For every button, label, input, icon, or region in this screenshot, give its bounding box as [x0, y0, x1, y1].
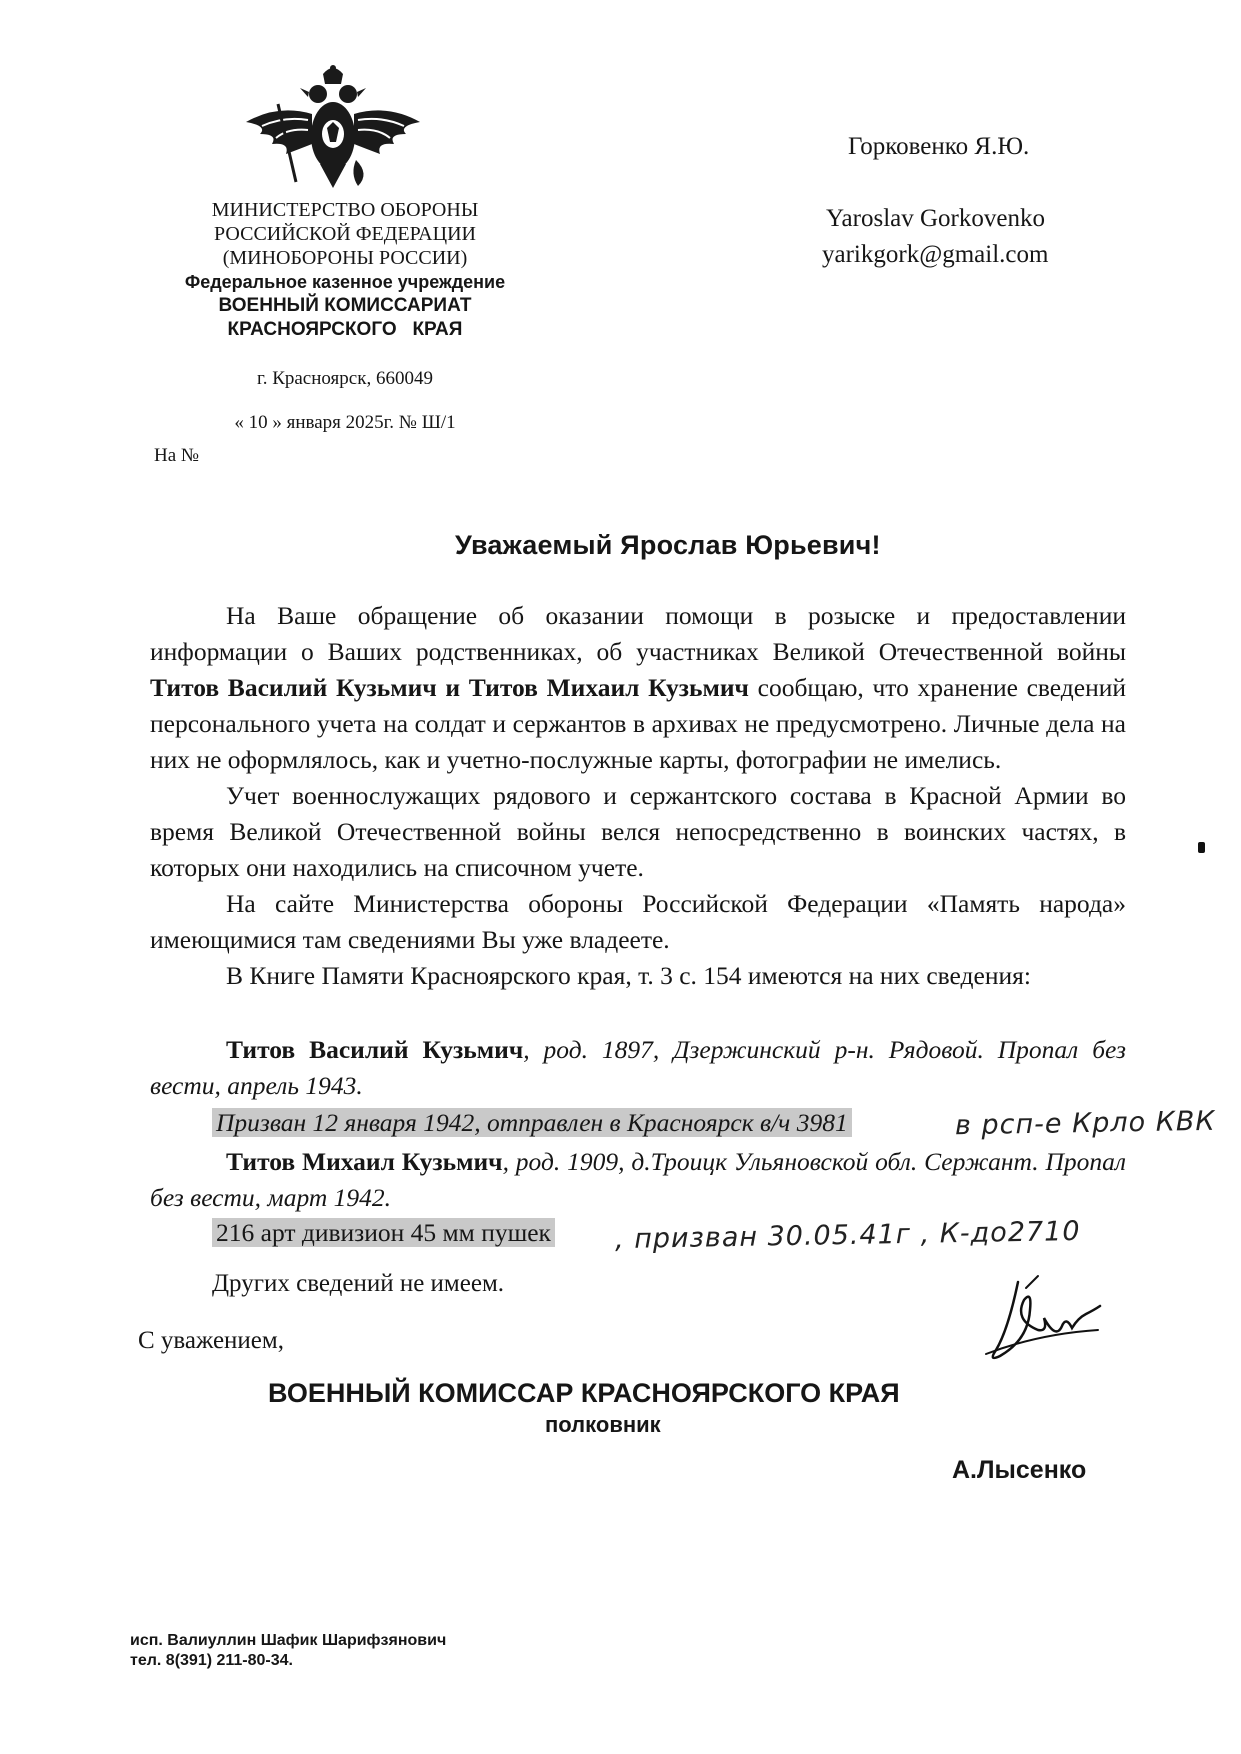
- paragraph-1-text-b: сообщаю, что хранение сведений персонального учета на солдат и сержантов в архивах не предусмотрено. Личные дела на них не оформлялось, как и учетно-послужные карты, фотографии не имелись.: [150, 673, 1127, 774]
- record-2-details: , род. 1909, д.Троицк Ульяновской обл. Сержант. Пропал без вести, март 1942.: [150, 1147, 1126, 1212]
- record-2-highlight-text: 216 арт дивизион 45 мм пушек: [212, 1218, 555, 1247]
- executor-name: исп. Валиуллин Шафик Шарифзянович: [130, 1632, 447, 1649]
- paragraph-4: В Книге Памяти Красноярского края, т. 3 с. 154 имеются на них сведения:: [226, 961, 1031, 990]
- city-address: г. Красноярск, 660049: [257, 368, 433, 389]
- addressee-name-ru: Горковенко Я.Ю.: [848, 133, 1030, 160]
- letter-body: [150, 598, 1126, 994]
- paragraph-1-names: Титов Василий Кузьмич и Титов Михаил Кузьмич: [150, 673, 749, 702]
- record-1: [150, 1032, 1126, 1104]
- paragraph-1: [150, 598, 1126, 778]
- commissariat-line-1: ВОЕННЫЙ КОМИССАРИАТ: [218, 295, 472, 316]
- record-2-handwritten-note: , призван 30.05.41г , К-до2710: [614, 1215, 1081, 1256]
- addressee-name-en: Yaroslav Gorkovenko: [826, 205, 1045, 232]
- eagle-emblem-icon: [238, 64, 428, 189]
- record-2-highlight: [212, 1218, 555, 1248]
- greeting: Уважаемый Ярослав Юрьевич!: [455, 530, 881, 560]
- paragraph-1-text-a: На Ваше обращение об оказании помощи в розыске и предоставлении информации о Ваших родственниках, об участниках Великой Отечественной войны: [150, 601, 1126, 666]
- closing-regards: С уважением,: [138, 1327, 284, 1354]
- record-1-highlight: [212, 1108, 852, 1138]
- letter-date-number: « 10 » января 2025г. № Ш/1: [234, 412, 456, 433]
- paragraph-3: На сайте Министерства обороны Российской Федерации «Память народа» имеющимися там сведениями Вы уже владеете.: [150, 889, 1126, 954]
- executor-phone: тел. 8(391) 211-80-34.: [130, 1652, 293, 1669]
- signatory-name: А.Лысенко: [952, 1456, 1087, 1484]
- ministry-line-2: РОССИЙСКОЙ ФЕДЕРАЦИИ: [214, 223, 476, 245]
- signatory-rank: полковник: [545, 1412, 661, 1437]
- record-1-details: , род. 1897, Дзержинский р-н. Рядовой. Пропал без вести, апрель 1943.: [150, 1035, 1126, 1100]
- ministry-line-3: (МИНОБОРОНЫ РОССИИ): [222, 247, 468, 269]
- reply-reference: На №: [154, 445, 200, 466]
- record-1-handwritten-note: в рсп-е Крло КВК: [954, 1105, 1216, 1142]
- signature-icon: [978, 1270, 1128, 1370]
- signatory-title: ВОЕННЫЙ КОМИССАР КРАСНОЯРСКОГО КРАЯ: [268, 1378, 900, 1408]
- scan-speck: [1198, 842, 1205, 853]
- institution-type: Федеральное казенное учреждение: [184, 272, 506, 292]
- record-2-name: Титов Михаил Кузьмич: [226, 1147, 503, 1176]
- ministry-line-1: МИНИСТЕРСТВО ОБОРОНЫ: [211, 199, 479, 221]
- record-1-highlight-text: Призван 12 января 1942, отправлен в Красноярск в/ч 3981: [212, 1108, 852, 1137]
- addressee-email: yarikgork@gmail.com: [822, 241, 1049, 268]
- paragraph-2: Учет военнослужащих рядового и сержантского состава в Красной Армии во время Великой Отечественной войны велся непосредственно в воинских частях, в которых они находились на списочном учете.: [150, 781, 1126, 882]
- record-2: [150, 1144, 1126, 1216]
- record-1-name: Титов Василий Кузьмич: [226, 1035, 524, 1064]
- no-more-info: Других сведений не имеем.: [212, 1270, 505, 1297]
- commissariat-line-2: КРАСНОЯРСКОГО КРАЯ: [227, 319, 463, 340]
